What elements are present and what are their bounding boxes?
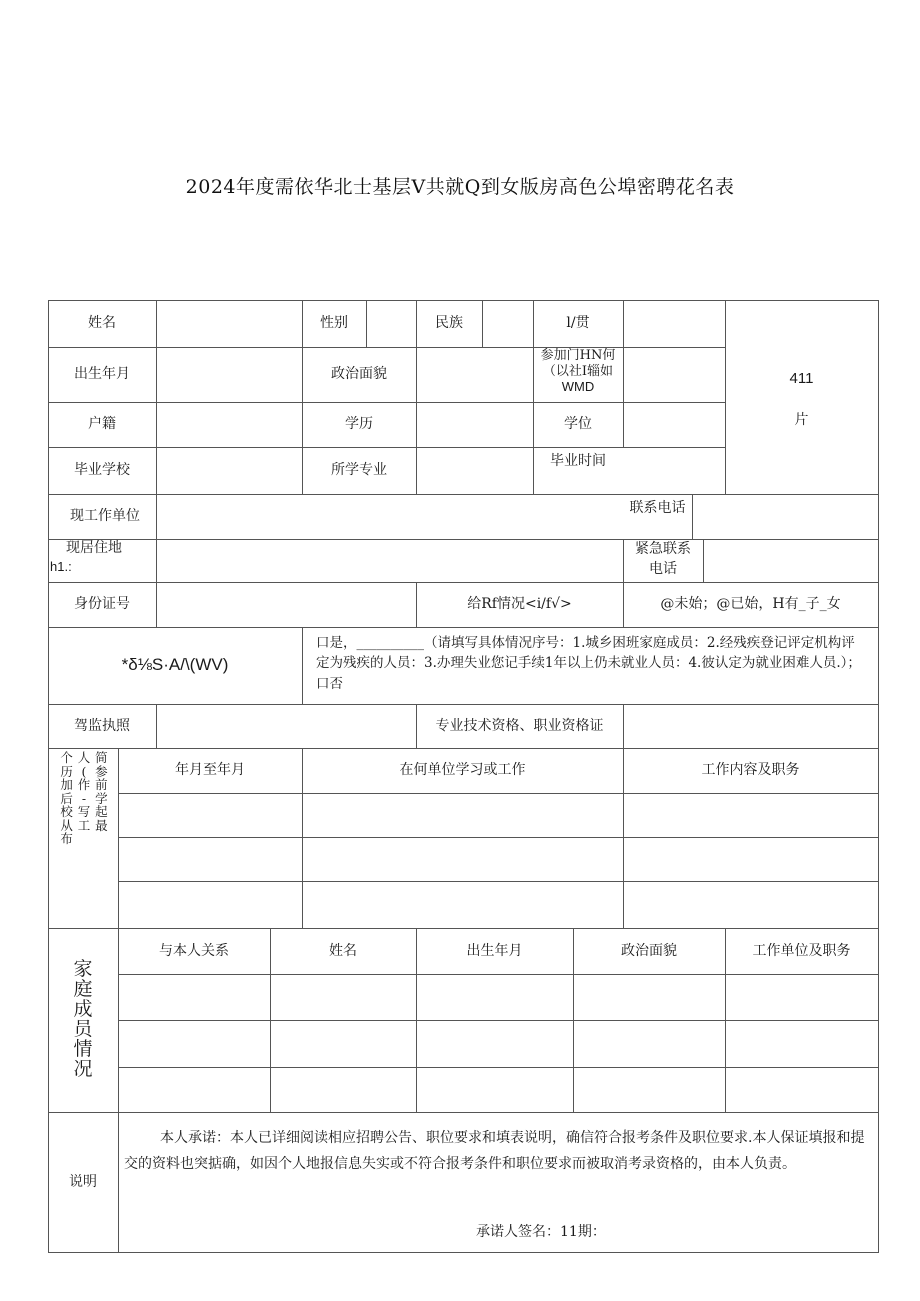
degree-label: 学位: [564, 416, 592, 433]
major-field[interactable]: [416, 447, 533, 494]
family-header-politics: 政治面貌: [621, 942, 677, 959]
resume-side-char: -: [81, 790, 87, 806]
ethnicity-label: 民族: [435, 315, 463, 332]
address-field[interactable]: [156, 539, 623, 582]
family-side-char: 况: [73, 1058, 93, 1080]
gender-label: 性别: [320, 315, 348, 332]
photo-label-line2: 片: [794, 412, 809, 428]
resume-side-char: 人: [77, 750, 91, 765]
work-start-label: [533, 347, 623, 402]
emergency-label-line2: 电话: [649, 561, 677, 578]
resume-side-char: 校: [60, 804, 73, 819]
politics-label: 政治面貌: [331, 366, 387, 383]
resume-side-char: 作: [77, 777, 91, 792]
qualification-field[interactable]: [623, 704, 878, 748]
family-side-char: 员: [73, 1019, 93, 1040]
id-card-label: 身份证号: [74, 596, 130, 613]
family-row[interactable]: [118, 1067, 878, 1112]
work-start-line3: WMD: [561, 379, 595, 395]
marital-label: 给Rf情况<i/f√>: [467, 596, 572, 613]
family-side-char: 庭: [73, 979, 93, 1001]
resume-side-char: 参: [95, 763, 108, 779]
emergency-field[interactable]: [703, 539, 878, 582]
resume-row[interactable]: [118, 881, 878, 928]
license-label: 驾监执照: [74, 717, 130, 734]
degree-field[interactable]: [623, 402, 725, 447]
family-header-birth: 出生年月: [466, 942, 523, 959]
resume-side-char: (: [81, 763, 87, 779]
resume-side-char: 工: [77, 817, 91, 833]
address-label-line2: h1.:: [50, 558, 72, 574]
family-side-char: 家: [73, 959, 93, 981]
resume-side-char: 布: [60, 831, 73, 846]
photo-label-line1: 411: [789, 370, 814, 387]
resume-header-duties: 工作内容及职务: [701, 762, 800, 779]
family-header-name: 姓名: [329, 942, 357, 959]
education-label: 学历: [345, 416, 373, 433]
address-label-line1: 现居住地: [66, 540, 122, 556]
family-side-char: 情: [73, 1038, 93, 1060]
family-row[interactable]: [118, 974, 878, 1020]
hardship-label: *δ⅛S·A/\(WV): [121, 655, 229, 675]
birth-field[interactable]: [156, 347, 302, 402]
resume-side-char: 起: [95, 804, 108, 819]
resume-side-char: 从: [60, 817, 73, 833]
signature-line[interactable]: 承诺人签名：11期：: [476, 1224, 606, 1240]
work-start-line1: 参加门HN何: [540, 348, 616, 363]
resume-side-char: 历: [60, 763, 73, 779]
school-label: 毕业学校: [74, 462, 130, 479]
employer-field[interactable]: [156, 494, 623, 539]
form-title: 2024年度需依华北士基层V共就Q到女版房高色公埠密聘花名表: [185, 176, 735, 198]
notes-label: 说明: [69, 1173, 97, 1190]
resume-side-char: 简: [95, 750, 108, 765]
grad-time-field[interactable]: [623, 447, 725, 494]
birth-label: 出生年月: [74, 366, 130, 383]
resume-side-label: [48, 748, 118, 928]
resume-side-char: 加: [60, 777, 73, 792]
family-row[interactable]: [118, 1020, 878, 1067]
photo-box[interactable]: [725, 300, 878, 494]
resume-side-char: 前: [95, 777, 108, 792]
emergency-label-line1: 紧急联系: [635, 541, 691, 557]
work-start-field[interactable]: [623, 347, 725, 402]
education-field[interactable]: [416, 402, 533, 447]
resume-side-char: 写: [77, 804, 91, 819]
pledge-text: 本人承诺：本人已详细阅读相应招聘公告、职位要求和填表说明，确信符合报考条件及职位要求.本人保证填报和提交的资料也突掂确，如因个人地报信息失实或不符合报考条件和职位要求而被取消考录资格的，由本人负责。: [124, 1130, 865, 1172]
grad-time-label: 毕业时间: [550, 453, 606, 469]
hardship-options[interactable]: 口是，__________（请填写具体情况序号：1.城乡困班家庭成员：2.经残疾登记评定机构评定为残疾的人员：3.办理失业您记手续1年以上仍未就业人员：4.彼认定为就业困难人员.）；口否: [316, 635, 861, 692]
ethnicity-field[interactable]: [482, 300, 533, 347]
school-field[interactable]: [156, 447, 302, 494]
marital-options[interactable]: @未始；@已始，H有_子_女: [660, 596, 841, 613]
qualification-label: 专业技术资格、职业资格证: [435, 717, 604, 734]
id-card-field[interactable]: [156, 582, 416, 627]
resume-side-char: 最: [95, 817, 108, 833]
family-side-label: [48, 928, 118, 1112]
family-side-char: 成: [73, 999, 93, 1021]
major-label: 所学专业: [331, 462, 387, 479]
resume-row[interactable]: [118, 837, 878, 881]
work-start-line2: （以社I辎如: [542, 363, 614, 379]
resume-side-char: 后: [60, 790, 73, 806]
gender-field[interactable]: [366, 300, 416, 347]
resume-header-unit: 在何单位学习或工作: [399, 762, 526, 779]
address-label: [48, 539, 156, 582]
resume-header-period: 年月至年月: [175, 762, 245, 779]
family-header-relation: 与本人关系: [159, 942, 229, 959]
origin-field[interactable]: [623, 300, 725, 347]
resume-side-char: 学: [95, 790, 108, 806]
notes-content: [118, 1112, 878, 1252]
resume-row[interactable]: [118, 793, 878, 837]
origin-label: l/贯: [566, 315, 590, 332]
name-label: 姓名: [88, 315, 116, 332]
emergency-label: [623, 539, 703, 582]
phone-label: 联系电话: [629, 500, 686, 516]
family-header-employer: 工作单位及职务: [752, 942, 851, 959]
license-field[interactable]: [156, 704, 416, 748]
phone-field[interactable]: [692, 494, 878, 539]
resume-side-char: 个: [60, 750, 73, 765]
hukou-label: 户籍: [88, 416, 116, 433]
name-field[interactable]: [156, 300, 302, 347]
hukou-field[interactable]: [156, 402, 302, 447]
politics-field[interactable]: [416, 347, 533, 402]
employer-label: 现工作单位: [70, 508, 140, 525]
